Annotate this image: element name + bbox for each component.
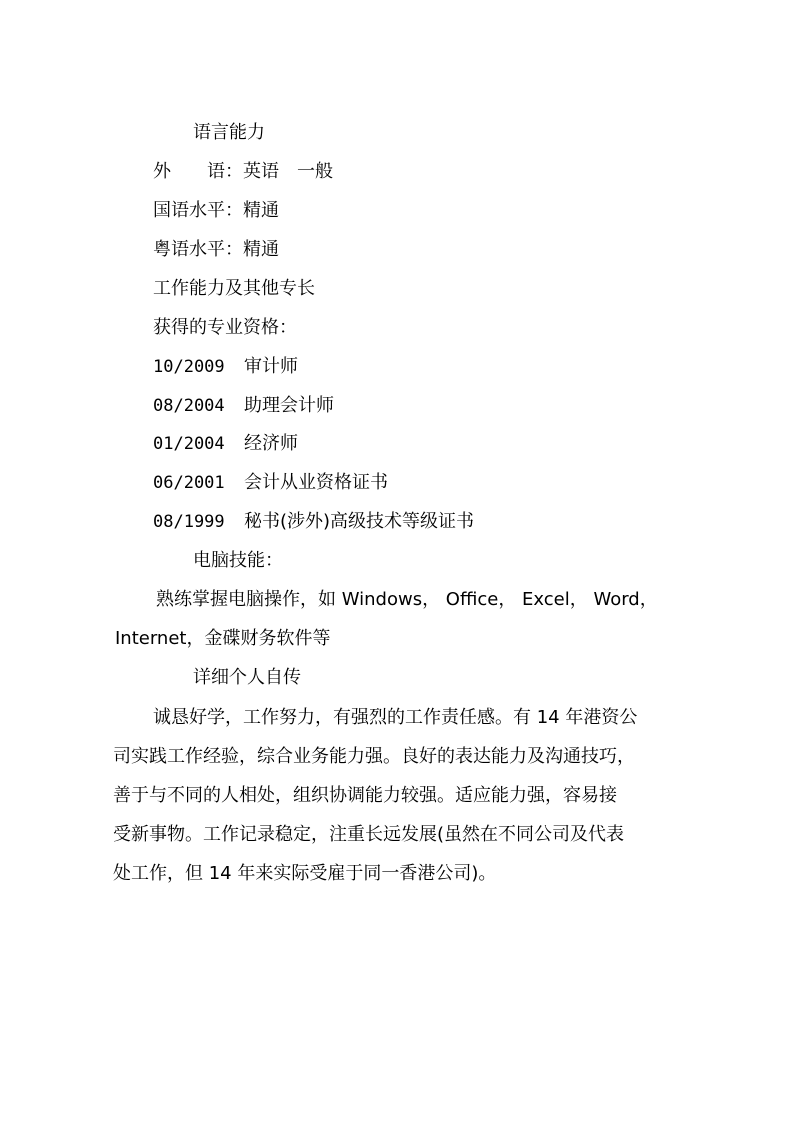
qualification-title: 审计师 [244, 356, 298, 377]
qualifications-label: 获得的专业资格： [153, 317, 297, 338]
bio-heading: 详细个人自传 [193, 667, 301, 688]
skills-heading: 工作能力及其他专长 [153, 278, 315, 299]
foreign-language-label: 外 语： [153, 161, 243, 182]
qualification-title: 经济师 [244, 433, 298, 454]
foreign-language-value: 英语 一般 [243, 161, 333, 182]
qualification-date: 08/1999 [153, 512, 225, 532]
foreign-language-row [153, 160, 333, 184]
qualification-title: 秘书(涉外)高级技术等级证书 [244, 511, 475, 532]
mandarin-row [153, 199, 279, 223]
bio-line: 诚恳好学，工作努力，有强烈的工作责任感。有 14 年港资公 [153, 707, 638, 728]
qualification-item [153, 471, 388, 495]
computer-skills-line-2: Internet，金碟财务软件等 [115, 628, 331, 649]
bio-line: 受新事物。工作记录稳定，注重长远发展(虽然在不同公司及代表 [113, 824, 625, 845]
qualification-item [153, 432, 298, 456]
cantonese-value: 精通 [243, 239, 279, 260]
qualification-date: 06/2001 [153, 473, 225, 493]
qualification-date: 01/2004 [153, 434, 225, 454]
mandarin-label: 国语水平： [153, 200, 243, 221]
cantonese-row [153, 238, 279, 262]
computer-skills-heading: 电脑技能： [193, 550, 283, 571]
language-heading: 语言能力 [193, 122, 265, 143]
bio-line: 善于与不同的人相处，组织协调能力较强。适应能力强，容易接 [113, 785, 617, 806]
bio-line: 司实践工作经验，综合业务能力强。良好的表达能力及沟通技巧， [113, 746, 635, 767]
cantonese-label: 粤语水平： [153, 239, 243, 260]
qualification-date: 10/2009 [153, 357, 225, 377]
qualification-date: 08/2004 [153, 396, 225, 416]
qualification-item [153, 510, 474, 534]
computer-skills-line-1: 熟练掌握电脑操作，如 Windows， Office， Excel， Word， [156, 589, 658, 610]
bio-line: 处工作，但 14 年来实际受雇于同一香港公司)。 [113, 863, 497, 884]
qualification-title: 助理会计师 [244, 395, 334, 416]
qualification-item [153, 355, 298, 379]
mandarin-value: 精通 [243, 200, 279, 221]
qualification-title: 会计从业资格证书 [244, 472, 388, 493]
qualification-item [153, 394, 334, 418]
